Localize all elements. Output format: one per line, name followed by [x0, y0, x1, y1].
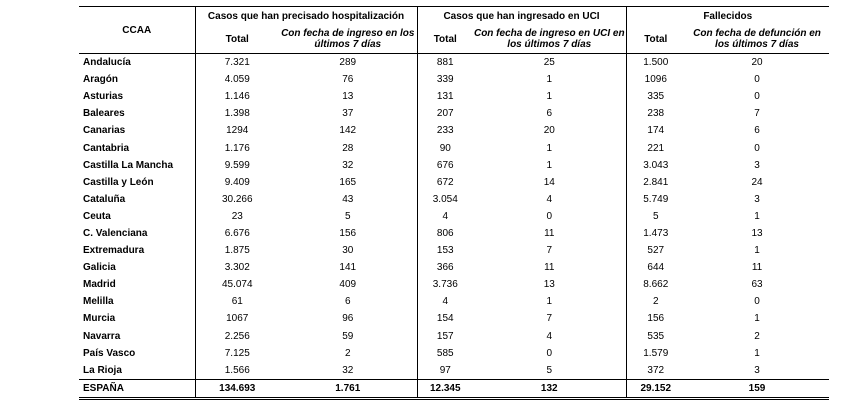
- table-row: [79, 157, 829, 174]
- hosp-last7-cell: 96: [279, 310, 417, 327]
- deaths-total-cell: 644: [647, 262, 665, 274]
- icu-total-cell: 585: [436, 347, 454, 359]
- ccaa-name-cell: Murcia: [79, 310, 195, 327]
- deaths-last7-cell: 63: [751, 279, 763, 291]
- ccaa-name-cell: Aragón: [79, 71, 195, 88]
- deaths-total-cell: 3.043: [643, 159, 669, 171]
- hosp-last7-cell: 13: [279, 88, 417, 105]
- icu-last7-cell: 1: [473, 71, 626, 88]
- hosp-total-cell: 7.125: [224, 347, 250, 359]
- deaths-last7-cell: 3: [754, 364, 760, 376]
- table-row: [79, 362, 829, 380]
- icu-last7-cell: 5: [473, 362, 626, 380]
- icu-total-cell: 3.736: [432, 279, 458, 291]
- table-row: [79, 293, 829, 310]
- deaths-total-cell: 2: [652, 296, 659, 308]
- hosp-last7-cell: 37: [279, 105, 417, 122]
- icu-last7-cell: 7: [473, 242, 626, 259]
- icu-total-cell: 153: [436, 245, 454, 257]
- ccaa-name-cell: Extremadura: [79, 242, 195, 259]
- deaths-total-cell: 527: [647, 245, 665, 257]
- icu-total-cell: 233: [436, 125, 454, 137]
- icu-last7-cell: 25: [473, 54, 626, 72]
- deaths-total-cell: 156: [647, 313, 665, 325]
- hosp-total-cell: 9.599: [224, 159, 250, 171]
- table-row: [79, 345, 829, 362]
- hosp-last7-cell: 165: [279, 174, 417, 191]
- deaths-last7-cell: 11: [751, 262, 763, 274]
- icu-total-cell: 154: [436, 313, 454, 325]
- ccaa-name-cell: Madrid: [79, 276, 195, 293]
- hosp-total-cell: 30.266: [221, 193, 253, 205]
- icu-total-cell: 4: [442, 296, 449, 308]
- total-hosp-last7: 1.761: [279, 379, 417, 398]
- deaths-last7-cell: 1: [754, 313, 760, 325]
- icu-total-cell: 676: [436, 159, 454, 171]
- icu-last7-cell: 4: [473, 191, 626, 208]
- icu-total-cell: 90: [439, 142, 451, 154]
- icu-last7-cell: 13: [473, 276, 626, 293]
- icu-last7-cell: 20: [473, 122, 626, 139]
- total-deaths-total: 29.152: [626, 379, 685, 398]
- hosp-total-cell: 1.398: [224, 108, 250, 120]
- ccaa-name-cell: Andalucía: [79, 54, 195, 72]
- hosp-total-cell: 1.176: [224, 142, 250, 154]
- deaths-total-cell: 1096: [644, 74, 667, 86]
- ccaa-name-cell: Ceuta: [79, 208, 195, 225]
- hosp-total-cell: 9.409: [224, 176, 250, 188]
- ccaa-header: CCAA: [79, 7, 195, 54]
- total-deaths-last7: 159: [685, 379, 829, 398]
- deaths-group-header: Fallecidos: [626, 7, 829, 26]
- icu-total-cell: 672: [436, 176, 454, 188]
- hosp-last7-cell: 289: [279, 54, 417, 72]
- ccaa-name-cell: Asturias: [79, 88, 195, 105]
- icu-total-cell: 339: [436, 74, 454, 86]
- table-footer: [79, 379, 829, 398]
- hosp-last7-cell: 32: [279, 157, 417, 174]
- ccaa-name-cell: Canarias: [79, 122, 195, 139]
- deaths-last7-cell: 1: [754, 210, 760, 222]
- total-icu-total: 12.345: [417, 379, 473, 398]
- deaths-total-cell: 1.473: [643, 227, 669, 239]
- hosp-last7-cell: 76: [279, 71, 417, 88]
- hosp-total-cell: 1067: [226, 313, 249, 325]
- deaths-total-cell: 8.662: [643, 279, 669, 291]
- hosp-last7-header: Con fecha de ingreso en los últimos 7 días: [279, 25, 417, 54]
- icu-total-cell: 366: [436, 262, 454, 274]
- ccaa-name-cell: Castilla La Mancha: [79, 157, 195, 174]
- deaths-last7-cell: 0: [754, 296, 760, 308]
- hosp-last7-cell: 59: [279, 328, 417, 345]
- table-row: [79, 139, 829, 156]
- ccaa-name-cell: C. Valenciana: [79, 225, 195, 242]
- hosp-total-cell: 1.875: [224, 245, 250, 257]
- hospitalization-group-header: Casos que han precisado hospitalización: [195, 7, 417, 26]
- table-row: [79, 105, 829, 122]
- hosp-last7-cell: 2: [279, 345, 417, 362]
- icu-last7-cell: 11: [473, 259, 626, 276]
- deaths-last7-cell: 7: [754, 108, 760, 120]
- covid-ccaa-table: [79, 6, 829, 400]
- total-icu-last7: 132: [473, 379, 626, 398]
- table-body: [79, 54, 829, 380]
- icu-total-cell: 157: [436, 330, 454, 342]
- hosp-total-cell: 1.566: [224, 364, 250, 376]
- ccaa-name-cell: País Vasco: [79, 345, 195, 362]
- icu-total-cell: 97: [439, 364, 451, 376]
- icu-last7-cell: 1: [473, 88, 626, 105]
- deaths-last7-cell: 1: [754, 347, 760, 359]
- deaths-last7-cell: 2: [754, 330, 760, 342]
- deaths-last7-cell: 0: [754, 142, 760, 154]
- hosp-total-cell: 4.059: [224, 74, 250, 86]
- covid-ccaa-table-container: [79, 6, 829, 400]
- table-row: [79, 310, 829, 327]
- table-row: [79, 54, 829, 72]
- ccaa-name-cell: Galicia: [79, 259, 195, 276]
- hosp-total-cell: 23: [231, 210, 243, 222]
- deaths-total-cell: 1.500: [643, 57, 669, 69]
- hosp-last7-cell: 6: [279, 293, 417, 310]
- deaths-total-cell: 535: [647, 330, 665, 342]
- icu-last7-cell: 11: [473, 225, 626, 242]
- icu-last7-cell: 4: [473, 328, 626, 345]
- deaths-total-cell: 5.749: [643, 193, 669, 205]
- table-row: [79, 71, 829, 88]
- icu-total-cell: 131: [436, 91, 454, 103]
- icu-total-cell: 207: [436, 108, 454, 120]
- total-row: [79, 379, 829, 398]
- table-row: [79, 276, 829, 293]
- ccaa-name-cell: Cataluña: [79, 191, 195, 208]
- deaths-total-cell: 221: [647, 142, 665, 154]
- table-row: [79, 88, 829, 105]
- hosp-total-cell: 3.302: [224, 262, 250, 274]
- ccaa-name-cell: Castilla y León: [79, 174, 195, 191]
- table-row: [79, 174, 829, 191]
- deaths-last7-cell: 20: [751, 57, 763, 69]
- table-row: [79, 208, 829, 225]
- icu-last7-cell: 1: [473, 139, 626, 156]
- table-row: [79, 259, 829, 276]
- icu-last7-cell: 7: [473, 310, 626, 327]
- icu-total-cell: 806: [436, 227, 454, 239]
- hosp-total-cell: 61: [231, 296, 243, 308]
- hosp-total-cell: 1294: [226, 125, 249, 137]
- total-hosp-total: 134.693: [195, 379, 279, 398]
- icu-last7-cell: 6: [473, 105, 626, 122]
- deaths-last7-cell: 0: [754, 74, 760, 86]
- hosp-last7-cell: 32: [279, 362, 417, 380]
- icu-last7-cell: 14: [473, 174, 626, 191]
- deaths-total-cell: 1.579: [643, 347, 669, 359]
- deaths-last7-cell: 13: [751, 227, 763, 239]
- deaths-last7-cell: 24: [751, 176, 763, 188]
- hosp-total-cell: 6.676: [224, 227, 250, 239]
- ccaa-name-cell: La Rioja: [79, 362, 195, 380]
- table-row: [79, 191, 829, 208]
- total-label: ESPAÑA: [79, 379, 195, 398]
- icu-last7-cell: 1: [473, 157, 626, 174]
- deaths-last7-cell: 3: [754, 193, 760, 205]
- icu-last7-cell: 0: [473, 345, 626, 362]
- hosp-last7-cell: 28: [279, 139, 417, 156]
- deaths-last7-cell: 3: [754, 159, 760, 171]
- hosp-last7-cell: 142: [279, 122, 417, 139]
- hosp-total-cell: 45.074: [221, 279, 253, 291]
- deaths-total-cell: 372: [647, 364, 665, 376]
- hosp-last7-cell: 141: [279, 259, 417, 276]
- icu-total-header: Total: [433, 33, 457, 45]
- icu-last7-cell: 0: [473, 208, 626, 225]
- icu-total-cell: 881: [436, 57, 454, 69]
- deaths-last7-cell: 6: [754, 125, 760, 137]
- table-row: [79, 328, 829, 345]
- icu-last7-cell: 1: [473, 293, 626, 310]
- icu-total-cell: 3.054: [432, 193, 458, 205]
- group-header-row: [79, 7, 829, 26]
- ccaa-name-cell: Navarra: [79, 328, 195, 345]
- deaths-total-cell: 5: [652, 210, 659, 222]
- hosp-last7-cell: 409: [279, 276, 417, 293]
- hosp-total-cell: 7.321: [224, 57, 250, 69]
- table-row: [79, 122, 829, 139]
- hosp-total-cell: 2.256: [224, 330, 250, 342]
- table-header: [79, 7, 829, 54]
- hosp-total-cell: 1.146: [224, 91, 250, 103]
- ccaa-name-cell: Baleares: [79, 105, 195, 122]
- deaths-last7-header: Con fecha de defunción en los últimos 7 días: [693, 28, 821, 50]
- icu-total-cell: 4: [442, 210, 449, 222]
- hosp-last7-cell: 5: [279, 208, 417, 225]
- deaths-last7-cell: 1: [754, 245, 760, 257]
- hosp-last7-cell: 30: [279, 242, 417, 259]
- icu-group-header: Casos que han ingresado en UCI: [417, 7, 626, 26]
- icu-last7-header: Con fecha de ingreso en UCI en los últimos 7 días: [473, 25, 626, 54]
- hosp-last7-cell: 156: [279, 225, 417, 242]
- deaths-last7-cell: 0: [754, 91, 760, 103]
- ccaa-name-cell: Cantabria: [79, 139, 195, 156]
- deaths-total-cell: 238: [647, 108, 665, 120]
- hosp-last7-cell: 43: [279, 191, 417, 208]
- table-row: [79, 225, 829, 242]
- deaths-total-cell: 2.841: [643, 176, 669, 188]
- deaths-total-header: Total: [644, 33, 668, 45]
- hosp-total-header: Total: [225, 33, 249, 45]
- deaths-total-cell: 174: [647, 125, 665, 137]
- ccaa-name-cell: Melilla: [79, 293, 195, 310]
- table-row: [79, 242, 829, 259]
- deaths-total-cell: 335: [647, 91, 665, 103]
